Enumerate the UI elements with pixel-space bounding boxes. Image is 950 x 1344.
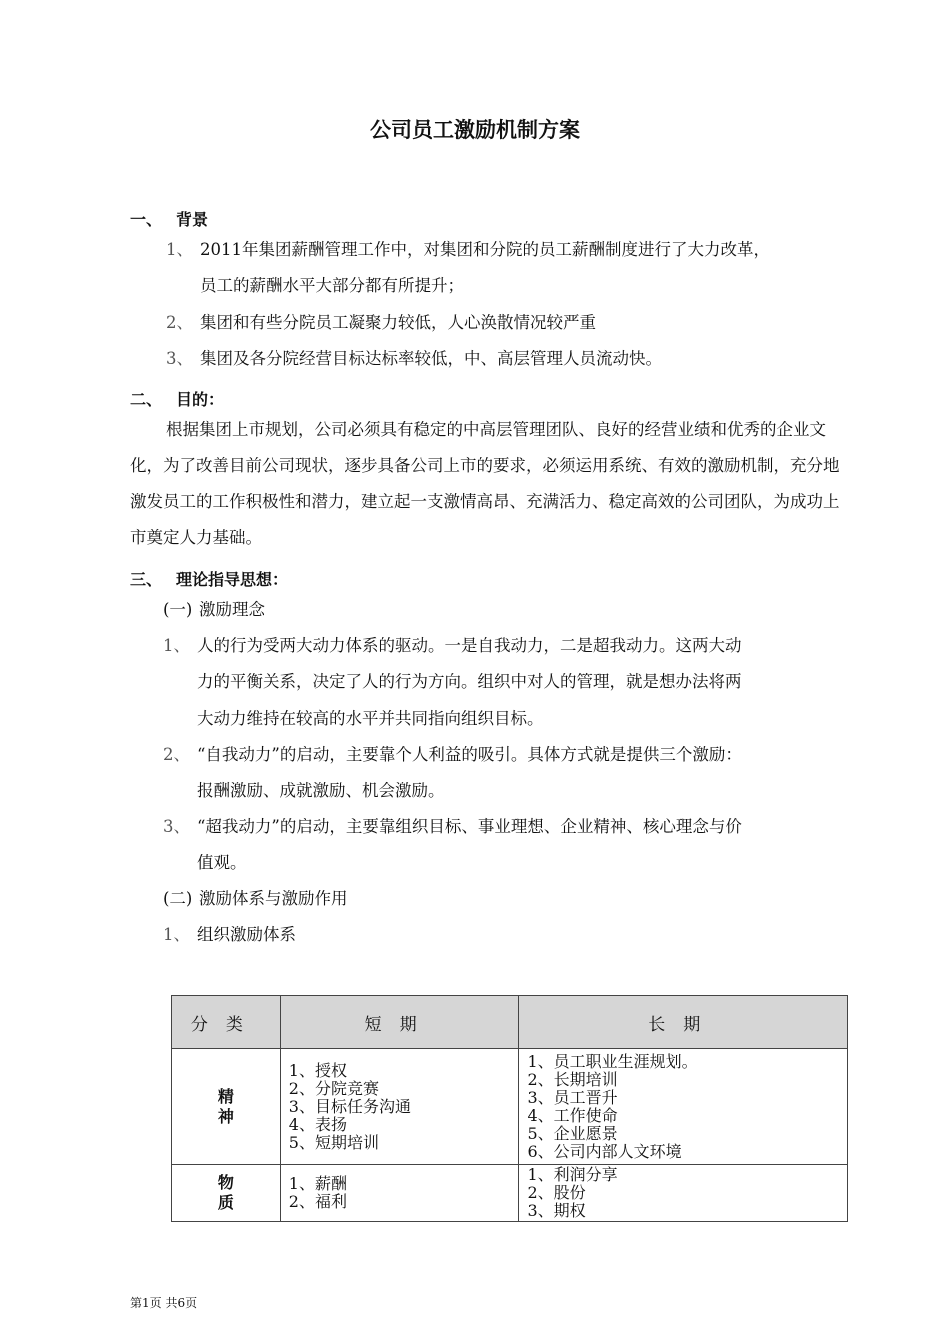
list-item-continuation: 值观。 [197, 853, 247, 872]
category-cell [172, 1165, 281, 1222]
subsection-heading [163, 881, 348, 917]
page-footer: 第1页 共6页 [130, 1296, 198, 1310]
list-text: 集团和有些分院员工凝聚力较低，人心涣散情况较严重 [200, 313, 596, 332]
list-text: 集团及各分院经营目标达标率较低，中、高层管理人员流动快。 [200, 349, 662, 368]
category-char: 物 [217, 1173, 234, 1192]
list-number: 1、 [166, 240, 193, 259]
section-title: 理论指导思想： [176, 570, 289, 589]
section-heading-purpose [130, 387, 224, 410]
table-item: 1、薪酬 [288, 1174, 347, 1193]
section-heading-theory [130, 567, 288, 590]
table-item: 1、授权 [288, 1060, 347, 1080]
list-item-continuation: 力的平衡关系，决定了人的行为方向。组织中对人的管理，就是想办法将两 [197, 672, 742, 691]
list-number: 3、 [163, 817, 190, 836]
category-cell [172, 1049, 281, 1165]
subsection-number: (一) [163, 600, 193, 619]
subsection-title: 激励体系与激励作用 [199, 889, 348, 908]
list-text: 人的行为受两大动力体系的驱动。一是自我动力，二是超我动力。这两大动 [197, 636, 742, 655]
short-term-cell [280, 1165, 519, 1222]
list-item [166, 232, 770, 268]
section-title: 背景 [176, 210, 209, 229]
list-item [166, 341, 662, 377]
section-number: 三、 [130, 570, 163, 589]
category-char: 神 [217, 1106, 234, 1126]
section-title: 目的： [176, 390, 225, 409]
list-item [163, 737, 742, 773]
table-item: 1、员工职业生涯规划。 [527, 1051, 698, 1071]
column-header-short-term: 短期 [280, 996, 519, 1049]
section-number: 二、 [130, 390, 163, 409]
table-item: 1、利润分享 [527, 1165, 618, 1184]
list-item-continuation: 员工的薪酬水平大部分都有所提升； [200, 276, 464, 295]
column-header-long-term: 长期 [519, 996, 848, 1049]
table-row [172, 1165, 848, 1222]
table-header-row [172, 996, 848, 1049]
table-item: 2、福利 [288, 1192, 347, 1211]
long-term-cell [519, 1049, 848, 1165]
table-item: 3、期权 [527, 1201, 586, 1220]
purpose-paragraph: 根据集团上市规划，公司必须具有稳定的中高层管理团队、良好的经营业绩和优秀的企业文化，为了改善目前公司现状，逐步具备公司上市的要求，必须运用系统、有效的激励机制，充分地激发员工的工作积极性和潜力，建立起一支激情高昂、充满活力、稳定高效的公司团队，为成功上市奠定人力基础。 [130, 420, 840, 547]
list-text: “自我动力”的启动，主要靠个人利益的吸引。具体方式就是提供三个激励： [197, 745, 742, 764]
table-row [172, 1049, 848, 1165]
table-item: 3、员工晋升 [527, 1087, 618, 1107]
list-text: “超我动力”的启动，主要靠组织目标、事业理想、企业精神、核心理念与价 [197, 817, 742, 836]
incentive-table [171, 995, 848, 1222]
subsection-title: 激励理念 [199, 600, 265, 619]
list-text: 2011年集团薪酬管理工作中，对集团和分院的员工薪酬制度进行了大力改革， [200, 240, 770, 259]
category-char: 质 [217, 1193, 234, 1212]
table-item: 4、表扬 [288, 1114, 347, 1134]
table-item: 4、工作使命 [527, 1105, 618, 1125]
table-item: 5、企业愿景 [527, 1123, 618, 1143]
subsection-number: (二) [163, 889, 193, 908]
long-term-cell [519, 1165, 848, 1222]
category-char: 精 [217, 1086, 234, 1106]
list-item-continuation: 报酬激励、成就激励、机会激励。 [197, 781, 445, 800]
list-text: 组织激励体系 [197, 925, 296, 944]
list-item [163, 917, 296, 953]
page-title: 公司员工激励机制方案 [370, 118, 580, 142]
list-number: 2、 [163, 745, 190, 764]
table-item: 2、长期培训 [527, 1069, 618, 1089]
list-number: 2、 [166, 313, 193, 332]
table-item: 2、股份 [527, 1183, 586, 1202]
section-heading-background [130, 207, 208, 230]
list-number: 1、 [163, 925, 190, 944]
list-item [163, 809, 742, 845]
list-item [166, 305, 596, 341]
table-item: 6、公司内部人文环境 [527, 1141, 682, 1161]
section-number: 一、 [130, 210, 163, 229]
column-header-category: 分类 [172, 996, 281, 1049]
subsection-heading [163, 592, 265, 628]
short-term-cell [280, 1049, 519, 1165]
table-item: 3、目标任务沟通 [288, 1096, 411, 1116]
list-number: 3、 [166, 349, 193, 368]
table-item: 5、短期培训 [288, 1132, 379, 1152]
list-item [163, 628, 742, 664]
list-item-continuation: 大动力维持在较高的水平并共同指向组织目标。 [197, 709, 544, 728]
list-number: 1、 [163, 636, 190, 655]
table-item: 2、分院竞赛 [288, 1078, 379, 1098]
